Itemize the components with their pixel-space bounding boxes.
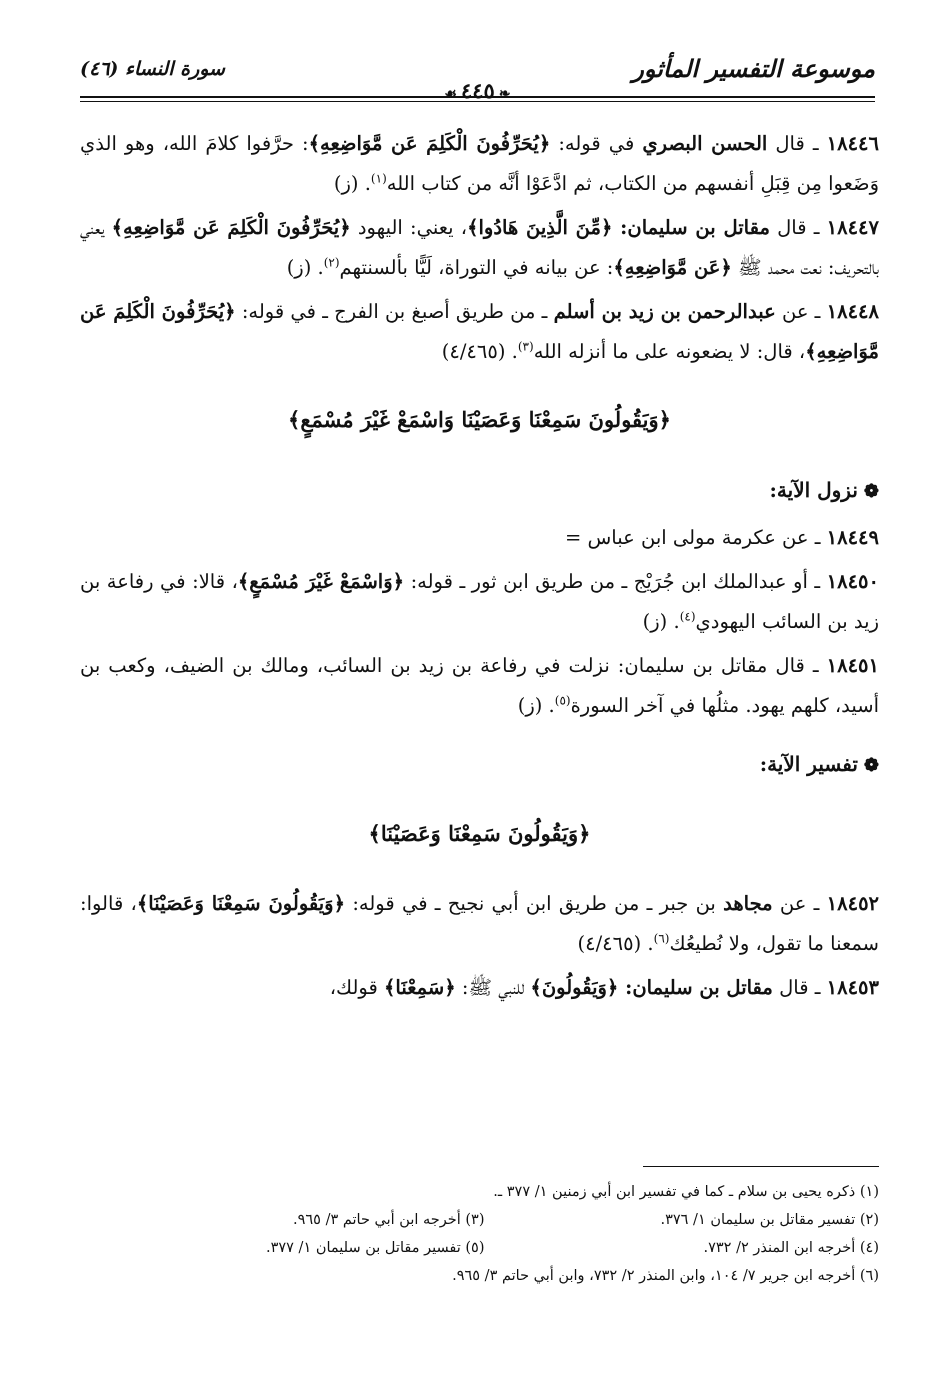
quran-quote: ﴿يُحَرِّفُونَ الْكَلِمَ عَن مَّوَاضِعِهِ﴾ [308,132,551,155]
surah-title: سورة النساء (٤٦) [80,58,225,80]
entry-number: ١٨٤٥٣ [826,976,879,999]
entry-18450 [80,562,879,642]
entry-text: ـ أو عبدالملك ابن جُرَيْج ـ من طريق ابن ثور ـ قوله: [410,570,821,593]
entry-tail: . (٤/٤٦٥) [441,340,518,363]
entry-number: ١٨٤٤٧ [826,216,880,239]
footnote-3: (٣) أخرجه ابن أبي حاتم ٣/ ٩٦٥. [292,1212,485,1228]
entry-text: : عن بيانه في التوراة، لَيًّا بألسنتهم [339,256,614,279]
quran-quote: ﴿سَمِعْنَا﴾ [384,976,456,999]
entry-text: ـ قال [779,976,821,999]
footnote-ref[interactable]: (٣) [517,339,534,354]
entry-text: ـ قال [777,216,820,239]
flower-icon: ❁ [863,481,879,502]
footnote-ref[interactable]: (٥) [554,693,571,708]
entry-tail: . (ز) [517,694,555,717]
entry-18446 [80,124,879,204]
footnote-ref[interactable]: (٤) [679,609,696,624]
verse-heading: ﴿وَيَقُولُونَ سَمِعْنَا وَعَصَيْنَا وَاسْمَعْ غَيْرَ مُسْمَعٍ﴾ [288,407,671,432]
entry-text: قولك، [329,976,378,999]
entry-text: ـ من طريق أصبغ بن الفرج ـ في قوله: [241,300,548,323]
entry-text: : حرَّفوا كلامَ الله، وهو الذي وَضَعوا مِن قِبَلِ أنفسهم من الكتاب، ثم ادَّعَوْا أنَّه من كتاب الله [80,132,879,195]
footnote-row [90,1234,879,1262]
page-body [80,124,879,1012]
entry-text: ـ عن [781,300,821,323]
footnote-2: (٢) تفسير مقاتل بن سليمان ١/ ٣٧٦. [660,1212,879,1228]
section-heading [80,744,879,786]
entry-18447 [80,208,879,288]
entry-text: ـ عن عكرمة مولى ابن عباس = [564,526,821,549]
footnote-4: (٤) أخرجه ابن المنذر ٢/ ٧٣٢. [703,1240,879,1256]
section-title: تفسير الآية: [759,752,858,776]
footnote-row [90,1206,879,1234]
page-number: ٤٤٥ [460,78,495,103]
entry-18448 [80,292,879,372]
footnote-5: (٥) تفسير مقاتل بن سليمان ١/ ٣٧٧. [265,1240,485,1256]
flower-icon: ❁ [863,755,879,776]
footnote-separator [643,1166,879,1167]
entry-text: للنبي ﷺ: [461,976,525,999]
page-header [80,52,875,108]
narrator-name: مقاتل بن سليمان [627,216,770,239]
footnote-1: (١) ذكره يحيى بن سلام ـ كما في تفسير ابن أبي زمنين ١/ ٣٧٧ ـ. [493,1184,879,1200]
entry-text: في قوله: [558,132,635,155]
entry-18453 [80,968,879,1008]
footnote-6: (٦) أخرجه ابن جرير ٧/ ١٠٤، وابن المنذر ٢/ ٧٣٢، وابن أبي حاتم ٣/ ٩٦٥. [452,1268,879,1284]
narrator-name: مجاهد [723,892,773,915]
narrator-name: الحسن البصري [642,132,768,155]
book-title: موسوعة التفسير المأثور [632,54,875,83]
quran-quote: ﴿وَاسْمَعْ غَيْرَ مُسْمَعٍ﴾ [237,570,405,593]
page-number-line [440,78,514,103]
entry-text: ـ قال [775,132,819,155]
section-title: نزول الآية: [769,478,858,502]
verse-heading: ﴿وَيَقُولُونَ سَمِعْنَا وَعَصَيْنَا﴾ [368,821,591,846]
entry-18451 [80,646,879,726]
section-heading [80,470,879,512]
quran-quote: ﴿يُحَرِّفُونَ الْكَلِمَ عَن مَّوَاضِعِهِ﴾ [80,300,879,363]
entry-tail: . (٤/٤٦٥) [577,932,654,955]
ornament-icon: ☙ [444,86,457,102]
entry-text: ، قالوا: سمعنا ما تقول، ولا نُطيعُك [80,892,879,955]
quran-quote: ﴿عَن مَّوَاضِعِهِ﴾ [613,256,732,279]
entry-text: بن جبر ـ من طريق ابن أبي نجيح ـ في قوله: [352,892,716,915]
quran-quote: : ﴿مِّنَ الَّذِينَ هَادُوا﴾ [467,216,628,239]
entry-number: ١٨٤٥٠ [826,570,879,593]
entry-text: يعني بالتحريف: نعت محمد ﷺ [80,216,879,279]
narrator-name: عبدالرحمن بن زيد بن أسلم [553,300,776,323]
entry-number: ١٨٤٤٩ [826,526,879,549]
entry-tail: . (ز) [642,610,680,633]
entry-tail: . (ز) [333,172,371,195]
narrator-name: مقاتل بن سليمان [632,976,773,999]
entry-text: ، قالا: في رفاعة بن زيد بن السائب اليهودي [80,570,879,633]
footnotes [90,1178,879,1290]
entry-number: ١٨٤٤٦ [826,132,880,155]
entry-text: ـ قال مقاتل بن سليمان: نزلت في رفاعة بن زيد بن السائب، ومالك بن الضيف، وكعب بن أسيد، كلهم يهود. مثلُها في آخر السورة [80,654,879,717]
header-rule [80,96,875,98]
entry-number: ١٨٤٤٨ [826,300,879,323]
entry-number: ١٨٤٥٢ [826,892,880,915]
entry-18452 [80,884,879,964]
quran-quote: ﴿يُحَرِّفُونَ الْكَلِمَ عَن مَّوَاضِعِهِ﴾ [111,216,351,239]
header-rule-thin [80,101,875,102]
entry-text: ، يعني: اليهود [357,216,468,239]
footnote-ref[interactable]: (٦) [653,931,670,946]
footnote-ref[interactable]: (١) [370,171,387,186]
entry-tail: . (ز) [286,256,324,279]
ornament-icon: ❧ [498,86,511,102]
entry-18449 [80,518,879,558]
quran-quote: : ﴿وَيَقُولُونَ﴾ [530,976,633,999]
entry-text: ، قال: لا يضعونه على ما أنزله الله [533,340,806,363]
entry-number: ١٨٤٥١ [826,654,879,677]
footnote-ref[interactable]: (٢) [323,255,340,270]
entry-text: ـ عن [779,892,820,915]
quran-quote: ﴿وَيَقُولُونَ سَمِعْنَا وَعَصَيْنَا﴾ [136,892,346,915]
